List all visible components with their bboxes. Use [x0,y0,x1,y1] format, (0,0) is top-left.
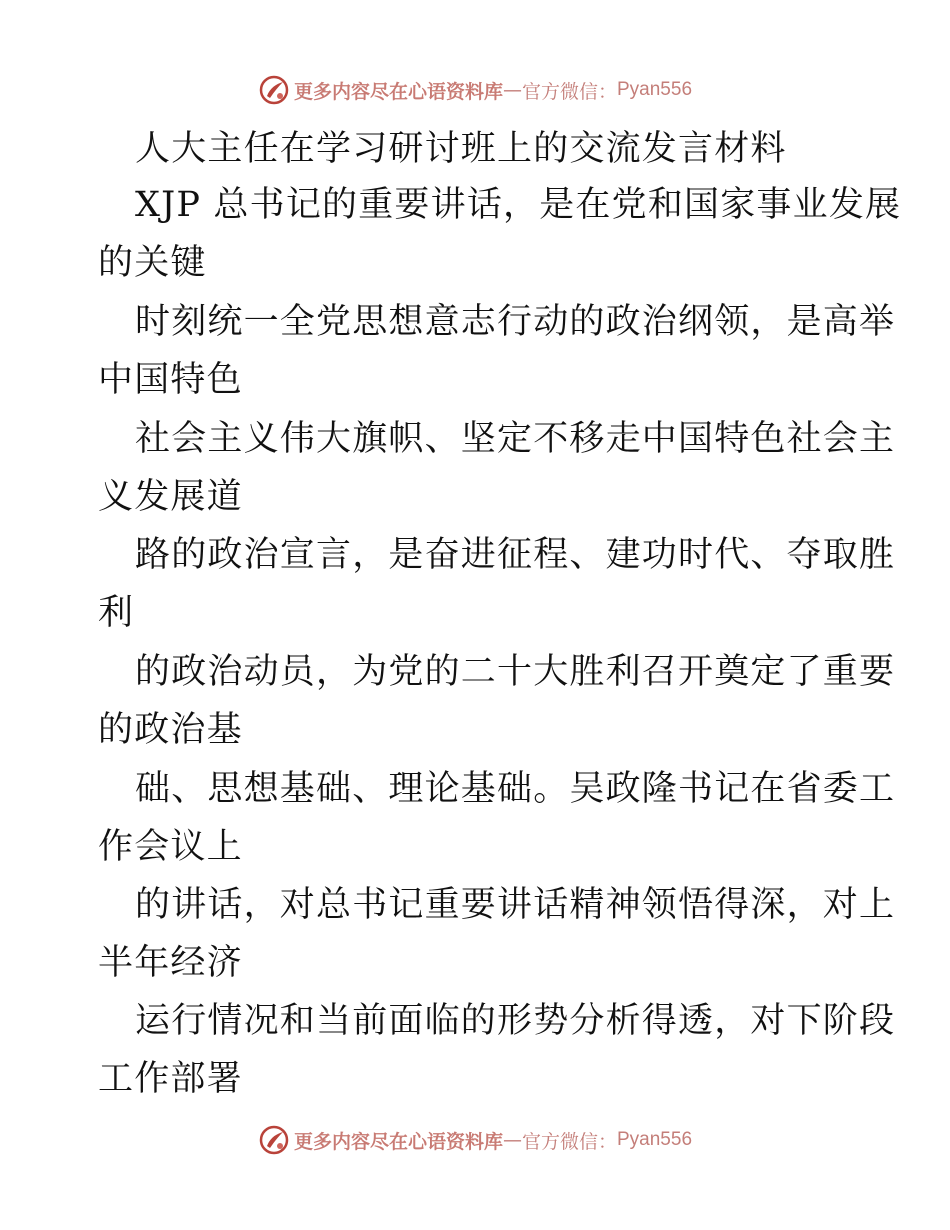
paragraph-line: 的讲话，对总书记重要讲话精神领悟得深，对上 [135,885,896,925]
paragraph-line: 中国特色 [98,360,243,400]
paragraph-line: 的关键 [98,243,207,283]
paragraph-line: 工作部署 [98,1059,243,1099]
paragraph-line: 义发展道 [98,477,243,517]
paragraph-line: 半年经济 [98,943,243,983]
paragraph-line: 利 [98,593,135,633]
banner-main-text: 更多内容尽在心语资料库 [293,80,503,103]
banner-separator: — [502,1129,522,1151]
paragraph-line: 运行情况和当前面临的形势分析得透，对下阶段 [135,1001,896,1041]
banner-contact-id: Pyan556 [617,79,693,100]
document-title: 人大主任在学习研讨班上的交流发言材料 [135,129,787,169]
paragraph-line: 的政治基 [98,710,243,750]
paragraph-line: 时刻统一全党思想意志行动的政治纲领，是高举 [135,302,896,342]
header-watermark-banner [0,70,950,110]
footer-watermark-banner [0,1120,950,1160]
paragraph-line: 路的政治宣言，是奋进征程、建功时代、夺取胜 [135,535,896,575]
logo-icon [258,1124,290,1156]
banner-contact-id: Pyan556 [617,1129,693,1150]
paragraph-line: 社会主义伟大旗帜、坚定不移走中国特色社会主 [135,419,896,459]
banner-contact-label: 官方微信： [521,1130,617,1153]
banner-separator: — [502,79,522,101]
banner-main-text: 更多内容尽在心语资料库 [293,1130,503,1153]
paragraph-line: XJP 总书记的重要讲话，是在党和国家事业发展 [135,185,902,225]
paragraph-line: 础、思想基础、理论基础。吴政隆书记在省委工 [135,769,896,809]
paragraph-line: 的政治动员，为党的二十大胜利召开奠定了重要 [135,652,896,692]
paragraph-line: 作会议上 [98,827,243,867]
logo-icon [258,74,290,106]
banner-contact-label: 官方微信： [521,80,617,103]
